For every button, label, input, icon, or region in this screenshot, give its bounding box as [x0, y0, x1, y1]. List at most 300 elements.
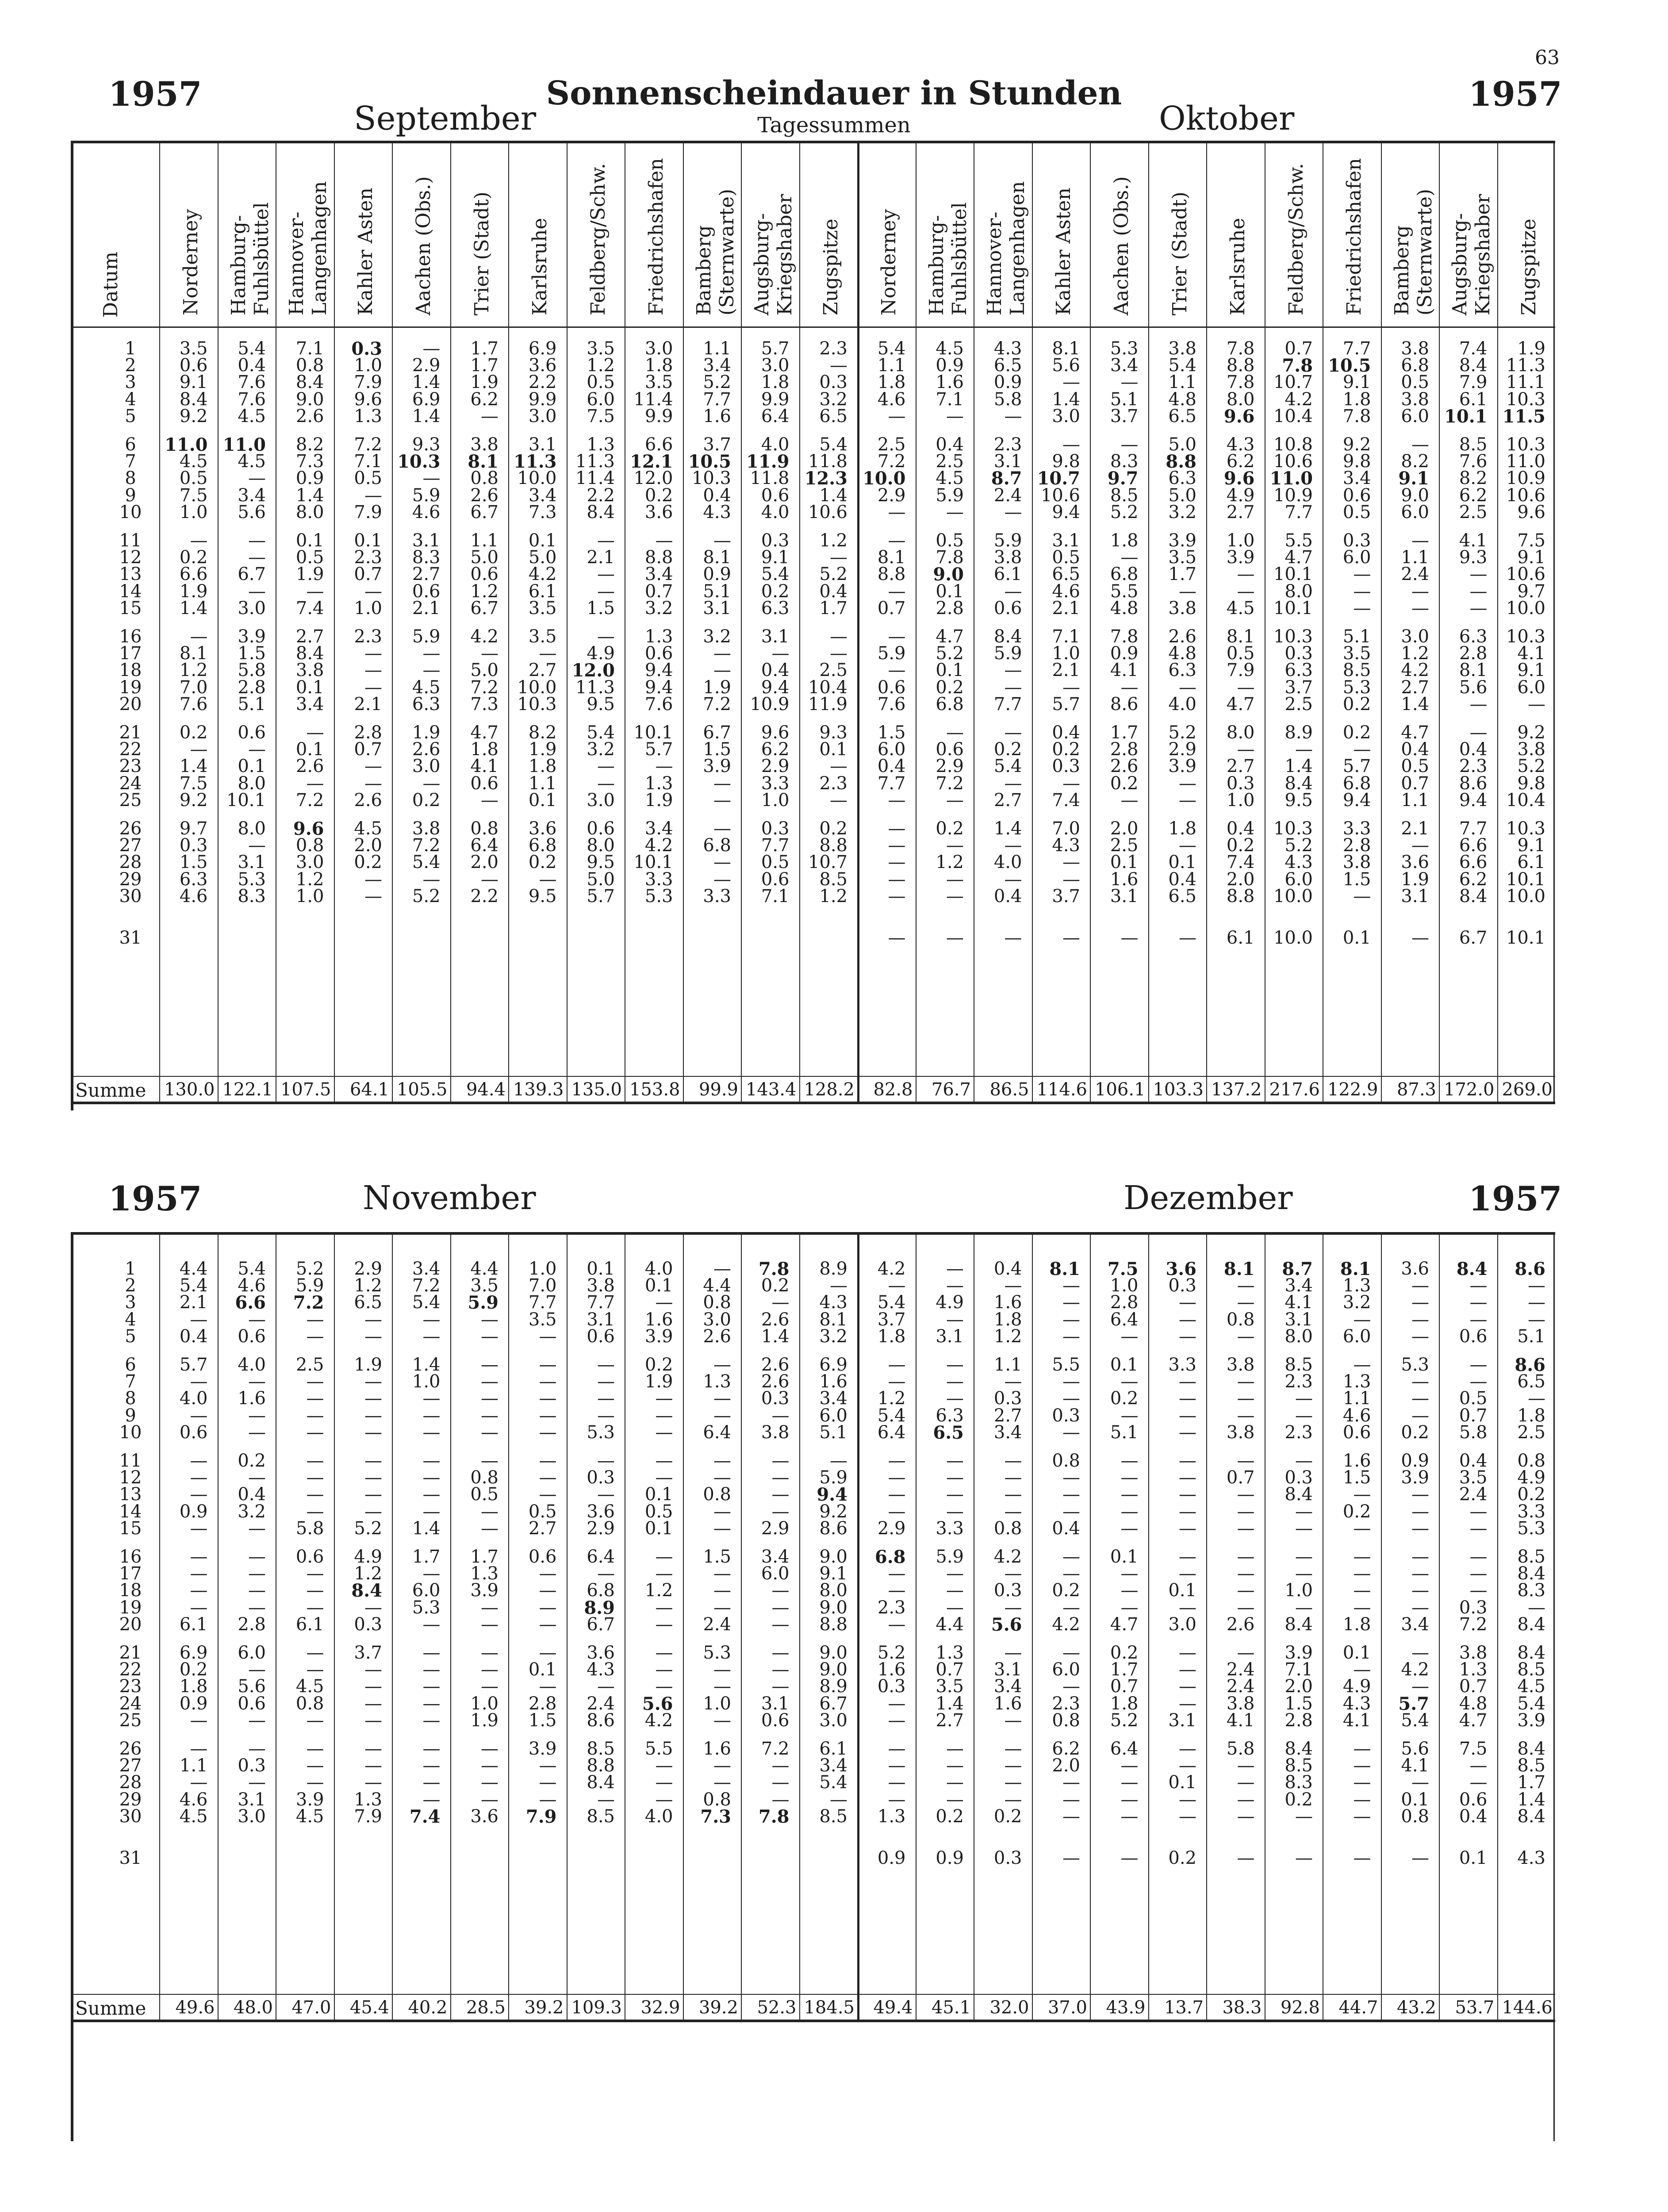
cell-top-22-13: 0.6: [936, 739, 964, 760]
cell-bottom-10-22: 5.8: [1459, 1422, 1488, 1443]
cell-bottom-24-10: 3.1: [761, 1693, 790, 1714]
day-label-top-10: 10: [119, 502, 142, 522]
cell-bottom-13-0: —: [190, 1484, 208, 1505]
cell-bottom-14-13: —: [946, 1501, 964, 1522]
cell-bottom-25-21: 5.4: [1401, 1710, 1429, 1731]
sum-top-20: 122.9: [1327, 1079, 1378, 1100]
cell-top-18-8: 9.4: [644, 660, 673, 681]
cell-bottom-30-3: 7.9: [354, 1806, 382, 1827]
cell-top-23-2: 2.6: [295, 756, 324, 777]
cell-top-10-1: 5.6: [238, 502, 266, 522]
cell-top-17-4: —: [422, 643, 441, 664]
cell-top-6-8: 6.6: [644, 434, 673, 455]
day-label-top-3: 3: [125, 372, 136, 393]
cell-top-28-1: 3.1: [238, 852, 266, 873]
cell-bottom-30-7: 8.5: [587, 1806, 615, 1827]
cell-top-11-10: 0.3: [761, 530, 790, 551]
cell-bottom-31-17: 0.2: [1168, 1848, 1196, 1868]
cell-top-20-13: 6.8: [936, 694, 964, 714]
cell-bottom-23-2: 4.5: [295, 1676, 324, 1697]
cell-top-18-3: —: [364, 660, 382, 681]
cell-bottom-4-0: —: [190, 1309, 208, 1330]
cell-bottom-21-21: —: [1411, 1643, 1429, 1663]
sum-bottom-14: 32.0: [989, 1997, 1029, 2018]
cell-bottom-31-21: —: [1411, 1848, 1429, 1868]
cell-bottom-10-3: —: [364, 1422, 382, 1443]
cell-bottom-1-4: 3.4: [412, 1259, 441, 1279]
cell-top-19-8: 9.4: [644, 677, 673, 698]
cell-top-12-6: 5.0: [528, 547, 557, 568]
cell-bottom-17-5: 1.3: [470, 1563, 498, 1584]
cell-top-7-7: 11.3: [575, 451, 615, 472]
table-top-rule-bottom: [71, 1232, 1555, 1235]
cell-top-26-13: 0.2: [936, 818, 964, 839]
cell-top-21-1: 0.6: [238, 722, 266, 743]
col-divider-top-5: [450, 141, 451, 1102]
cell-top-27-7: 8.0: [587, 835, 615, 856]
cell-bottom-19-8: —: [655, 1597, 673, 1618]
cell-bottom-6-4: 1.4: [412, 1355, 441, 1375]
cell-bottom-8-16: 0.2: [1110, 1388, 1139, 1409]
year-left-bottom: 1957: [108, 1179, 202, 1218]
cell-bottom-12-9: —: [713, 1467, 731, 1488]
cell-bottom-24-1: 0.6: [238, 1693, 266, 1714]
cell-bottom-9-3: —: [364, 1405, 382, 1426]
cell-top-28-17: 0.1: [1168, 852, 1196, 873]
col-divider-top-23: [1497, 141, 1498, 1102]
cell-bottom-30-4: 7.4: [409, 1806, 441, 1827]
sum-rule-bottom: [71, 1994, 1555, 1995]
cell-bottom-15-7: 2.9: [587, 1518, 615, 1539]
cell-bottom-21-13: 1.3: [936, 1643, 964, 1663]
cell-bottom-15-6: 2.7: [528, 1518, 557, 1539]
cell-top-4-23: 10.3: [1506, 389, 1545, 410]
cell-bottom-30-14: 0.2: [993, 1806, 1022, 1827]
cell-bottom-25-20: 4.1: [1342, 1710, 1371, 1731]
cell-top-21-14: —: [1004, 722, 1022, 743]
day-label-bottom-27: 27: [119, 1755, 142, 1776]
cell-bottom-8-7: —: [597, 1388, 615, 1409]
cell-top-9-12: 2.9: [877, 485, 906, 506]
cell-bottom-18-8: 1.2: [644, 1580, 673, 1601]
cell-bottom-7-17: —: [1179, 1371, 1196, 1392]
cell-bottom-6-1: 4.0: [238, 1355, 266, 1375]
cell-top-3-3: 7.9: [354, 372, 382, 393]
cell-top-25-7: 3.0: [587, 790, 615, 810]
cell-bottom-19-22: 0.3: [1459, 1597, 1488, 1618]
cell-top-13-5: 0.6: [470, 564, 498, 585]
cell-bottom-1-11: 8.9: [819, 1259, 847, 1279]
cell-top-5-21: 6.0: [1401, 406, 1429, 426]
cell-top-26-14: 1.4: [993, 818, 1022, 839]
cell-bottom-24-18: 3.8: [1226, 1693, 1255, 1714]
cell-bottom-2-19: 3.4: [1285, 1275, 1313, 1296]
cell-bottom-3-9: 0.8: [703, 1292, 731, 1313]
cell-top-23-8: —: [655, 756, 673, 777]
cell-top-15-4: 2.1: [412, 598, 441, 618]
cell-bottom-30-12: 1.3: [877, 1806, 906, 1827]
col-divider-bottom-18: [1206, 1232, 1207, 2020]
cell-bottom-26-1: —: [248, 1739, 266, 1759]
table-bottom-rule-bottom: [71, 2020, 1555, 2022]
cell-top-4-7: 6.0: [587, 389, 615, 410]
cell-bottom-28-19: 8.3: [1285, 1772, 1313, 1793]
cell-top-18-16: 4.1: [1110, 660, 1139, 681]
cell-top-15-1: 3.0: [238, 598, 266, 618]
cell-top-26-8: 3.4: [644, 818, 673, 839]
cell-bottom-5-9: 2.6: [703, 1326, 731, 1347]
cell-bottom-17-23: 8.4: [1517, 1563, 1545, 1584]
day-label-bottom-3: 3: [125, 1292, 136, 1313]
cell-top-30-23: 10.0: [1506, 886, 1545, 906]
day-label-top-29: 29: [119, 869, 142, 890]
cell-bottom-16-10: 3.4: [761, 1547, 790, 1567]
cell-bottom-17-7: —: [597, 1563, 615, 1584]
cell-bottom-19-14: —: [1004, 1597, 1022, 1618]
cell-bottom-11-21: 0.9: [1401, 1451, 1429, 1471]
cell-bottom-22-1: —: [248, 1659, 266, 1680]
cell-bottom-9-14: 2.7: [993, 1405, 1022, 1426]
cell-top-9-14: 2.4: [993, 485, 1022, 506]
cell-top-26-3: 4.5: [354, 818, 382, 839]
cell-bottom-17-19: —: [1295, 1563, 1313, 1584]
cell-bottom-20-13: 4.4: [936, 1614, 964, 1635]
day-label-top-28: 28: [119, 852, 142, 873]
cell-bottom-3-6: 7.7: [528, 1292, 557, 1313]
cell-top-12-15: 0.5: [1052, 547, 1080, 568]
cell-top-8-19: 11.0: [1269, 468, 1313, 489]
cell-top-27-18: 0.2: [1226, 835, 1255, 856]
cell-bottom-8-15: —: [1062, 1388, 1080, 1409]
cell-top-21-21: 4.7: [1401, 722, 1429, 743]
cell-top-21-7: 5.4: [587, 722, 615, 743]
cell-top-2-23: 11.3: [1506, 355, 1545, 376]
cell-top-31-14: —: [1004, 928, 1022, 948]
cell-top-17-17: 4.8: [1168, 643, 1196, 664]
cell-top-5-16: 3.7: [1110, 406, 1139, 426]
cell-bottom-8-1: 1.6: [238, 1388, 266, 1409]
cell-bottom-10-4: —: [422, 1422, 441, 1443]
cell-bottom-22-22: 1.3: [1459, 1659, 1488, 1680]
cell-bottom-9-11: 6.0: [819, 1405, 847, 1426]
cell-bottom-22-7: 4.3: [587, 1659, 615, 1680]
cell-top-6-19: 10.8: [1273, 434, 1313, 455]
cell-bottom-16-21: —: [1411, 1547, 1429, 1567]
cell-bottom-1-10: 7.8: [758, 1259, 790, 1279]
cell-top-24-14: —: [1004, 773, 1022, 794]
cell-bottom-1-6: 1.0: [528, 1259, 557, 1279]
cell-bottom-6-17: 3.3: [1168, 1355, 1196, 1375]
cell-top-10-17: 3.2: [1168, 502, 1196, 522]
cell-bottom-14-21: —: [1411, 1501, 1429, 1522]
cell-bottom-19-20: —: [1353, 1597, 1371, 1618]
cell-bottom-14-23: 3.3: [1517, 1501, 1545, 1522]
cell-bottom-2-15: —: [1062, 1275, 1080, 1296]
cell-bottom-13-5: 0.5: [470, 1484, 498, 1505]
cell-top-15-2: 7.4: [295, 598, 324, 618]
day-label-top-1: 1: [125, 338, 136, 359]
sum-bottom-10: 52.3: [757, 1997, 797, 2018]
cell-bottom-14-18: —: [1237, 1501, 1255, 1522]
cell-bottom-30-15: —: [1062, 1806, 1080, 1827]
cell-bottom-29-10: —: [771, 1789, 790, 1810]
cell-bottom-7-0: —: [190, 1371, 208, 1392]
cell-top-3-16: —: [1120, 372, 1139, 393]
cell-top-21-12: 1.5: [877, 722, 906, 743]
cell-bottom-7-9: 1.3: [703, 1371, 731, 1392]
cell-top-28-13: 1.2: [936, 852, 964, 873]
cell-top-6-5: 3.8: [470, 434, 498, 455]
cell-bottom-22-11: 9.0: [819, 1659, 847, 1680]
station-header-7: Feldberg/Schw.: [587, 163, 610, 315]
cell-top-29-11: 8.5: [819, 869, 847, 890]
cell-top-26-12: —: [888, 818, 906, 839]
cell-bottom-29-21: 0.1: [1401, 1789, 1429, 1810]
col-divider-bottom-21: [1381, 1232, 1382, 2020]
cell-bottom-29-16: —: [1120, 1789, 1139, 1810]
cell-bottom-23-3: —: [364, 1676, 382, 1697]
cell-top-15-7: 1.5: [587, 598, 615, 618]
cell-bottom-19-16: —: [1120, 1597, 1139, 1618]
cell-bottom-16-4: 1.7: [412, 1547, 441, 1567]
cell-top-8-8: 12.0: [633, 468, 673, 489]
col-divider-top-10: [741, 141, 742, 1102]
year-right-bottom: 1957: [1469, 1179, 1562, 1218]
cell-bottom-12-20: 1.5: [1342, 1467, 1371, 1488]
cell-top-9-13: 5.9: [936, 485, 964, 506]
cell-bottom-26-5: —: [481, 1739, 498, 1759]
cell-top-20-8: 7.6: [644, 694, 673, 714]
cell-top-17-9: —: [713, 643, 731, 664]
cell-top-10-15: 9.4: [1052, 502, 1080, 522]
cell-bottom-24-20: 4.3: [1342, 1693, 1371, 1714]
col-divider-top-21: [1381, 141, 1382, 1102]
cell-top-2-9: 3.4: [703, 355, 731, 376]
cell-bottom-19-9: —: [713, 1597, 731, 1618]
cell-bottom-7-10: 2.6: [761, 1371, 790, 1392]
cell-top-6-7: 1.3: [587, 434, 615, 455]
cell-top-3-23: 11.1: [1506, 372, 1545, 393]
cell-top-29-2: 1.2: [295, 869, 324, 890]
cell-top-21-8: 10.1: [633, 722, 673, 743]
cell-bottom-7-19: 2.3: [1285, 1371, 1313, 1392]
cell-bottom-21-2: —: [306, 1643, 324, 1663]
cell-top-29-5: —: [481, 869, 498, 890]
cell-top-12-0: 0.2: [179, 547, 208, 568]
cell-bottom-11-8: —: [655, 1451, 673, 1471]
cell-bottom-10-8: —: [655, 1422, 673, 1443]
cell-bottom-4-6: 3.5: [528, 1309, 557, 1330]
cell-top-15-0: 1.4: [179, 598, 208, 618]
cell-bottom-29-4: —: [422, 1789, 441, 1810]
cell-bottom-23-6: —: [539, 1676, 557, 1697]
cell-top-20-10: 10.9: [750, 694, 790, 714]
cell-bottom-5-19: 8.0: [1285, 1326, 1313, 1347]
cell-bottom-7-3: —: [364, 1371, 382, 1392]
cell-bottom-6-11: 6.9: [819, 1355, 847, 1375]
cell-top-30-22: 8.4: [1459, 886, 1488, 906]
cell-top-25-17: —: [1179, 790, 1196, 810]
cell-top-22-2: 0.1: [295, 739, 324, 760]
cell-bottom-28-4: —: [422, 1772, 441, 1793]
cell-bottom-4-4: —: [422, 1309, 441, 1330]
cell-bottom-21-10: —: [771, 1643, 790, 1663]
cell-bottom-7-6: —: [539, 1371, 557, 1392]
cell-top-16-22: 6.3: [1459, 626, 1488, 647]
station-header-1: Hamburg- Fuhlsbüttel: [227, 202, 273, 315]
cell-bottom-10-23: 2.5: [1517, 1422, 1545, 1443]
cell-bottom-19-10: —: [771, 1597, 790, 1618]
day-label-top-11: 11: [119, 530, 142, 551]
sum-top-8: 153.8: [629, 1079, 680, 1100]
cell-bottom-15-4: 1.4: [412, 1518, 441, 1539]
cell-top-5-23: 11.5: [1502, 406, 1545, 427]
cell-top-27-19: 5.2: [1285, 835, 1313, 856]
cell-bottom-21-20: 0.1: [1342, 1643, 1371, 1663]
cell-bottom-19-19: —: [1295, 1597, 1313, 1618]
cell-bottom-27-1: 0.3: [238, 1755, 266, 1776]
station-header-20: Friedrichshafen: [1343, 158, 1365, 315]
cell-top-7-6: 11.3: [514, 451, 557, 472]
cell-top-30-8: 5.3: [644, 886, 673, 906]
cell-bottom-13-8: 0.1: [644, 1484, 673, 1505]
cell-bottom-2-13: —: [946, 1275, 964, 1296]
cell-bottom-24-23: 5.4: [1517, 1693, 1545, 1714]
cell-top-6-3: 7.2: [354, 434, 382, 455]
cell-top-19-14: —: [1004, 677, 1022, 698]
cell-bottom-9-18: —: [1237, 1405, 1255, 1426]
cell-top-2-6: 3.6: [528, 355, 557, 376]
day-label-bottom-17: 17: [119, 1563, 142, 1584]
cell-bottom-10-9: 6.4: [703, 1422, 731, 1443]
cell-bottom-3-11: 4.3: [819, 1292, 847, 1313]
cell-top-14-3: —: [364, 581, 382, 602]
cell-top-5-6: 3.0: [528, 406, 557, 426]
cell-top-19-13: 0.2: [936, 677, 964, 698]
cell-bottom-23-21: —: [1411, 1676, 1429, 1697]
cell-bottom-23-22: 0.7: [1459, 1676, 1488, 1697]
cell-top-9-22: 6.2: [1459, 485, 1488, 506]
cell-bottom-24-22: 4.8: [1459, 1693, 1488, 1714]
cell-bottom-1-7: 0.1: [587, 1259, 615, 1279]
cell-top-16-8: 1.3: [644, 626, 673, 647]
cell-top-18-7: 12.0: [571, 660, 615, 681]
cell-bottom-11-10: —: [771, 1451, 790, 1471]
cell-top-16-12: —: [888, 626, 906, 647]
cell-bottom-29-3: 1.3: [354, 1789, 382, 1810]
day-col-border-bottom: [159, 1232, 160, 2020]
cell-top-5-20: 7.8: [1342, 406, 1371, 426]
cell-bottom-3-20: 3.2: [1342, 1292, 1371, 1313]
cell-top-2-2: 0.8: [295, 355, 324, 376]
cell-top-26-11: 0.2: [819, 818, 847, 839]
cell-top-7-10: 11.9: [746, 451, 790, 472]
cell-top-21-13: —: [946, 722, 964, 743]
cell-top-8-7: 11.4: [575, 468, 615, 489]
day-label-bottom-30: 30: [119, 1806, 142, 1827]
cell-top-12-20: 6.0: [1342, 547, 1371, 568]
cell-bottom-9-15: 0.3: [1052, 1405, 1080, 1426]
cell-top-11-4: 3.1: [412, 530, 441, 551]
cell-top-6-22: 8.5: [1459, 434, 1488, 455]
cell-bottom-15-23: 5.3: [1517, 1518, 1545, 1539]
cell-bottom-6-15: 5.5: [1052, 1355, 1080, 1375]
cell-bottom-7-8: 1.9: [644, 1371, 673, 1392]
cell-top-1-22: 7.4: [1459, 338, 1488, 359]
cell-top-6-1: 11.0: [222, 434, 266, 455]
cell-bottom-28-20: —: [1353, 1772, 1371, 1793]
cell-bottom-10-12: 6.4: [877, 1422, 906, 1443]
sum-top-23: 269.0: [1502, 1079, 1553, 1100]
cell-bottom-30-0: 4.5: [179, 1806, 208, 1827]
cell-bottom-9-22: 0.7: [1459, 1405, 1488, 1426]
cell-bottom-5-2: —: [306, 1326, 324, 1347]
cell-top-17-18: 0.5: [1226, 643, 1255, 664]
sum-bottom-15: 37.0: [1047, 1997, 1087, 2018]
cell-bottom-23-16: 0.7: [1110, 1676, 1139, 1697]
cell-top-30-10: 7.1: [761, 886, 790, 906]
cell-top-24-8: 1.3: [644, 773, 673, 794]
cell-top-4-16: 5.1: [1110, 389, 1139, 410]
cell-top-9-18: 4.9: [1226, 485, 1255, 506]
cell-bottom-3-13: 4.9: [936, 1292, 964, 1313]
cell-bottom-2-8: 0.1: [644, 1275, 673, 1296]
cell-bottom-3-22: —: [1469, 1292, 1488, 1313]
cell-bottom-28-16: —: [1120, 1772, 1139, 1793]
cell-bottom-16-14: 4.2: [993, 1547, 1022, 1567]
cell-top-9-8: 0.2: [644, 485, 673, 506]
cell-top-3-10: 1.8: [761, 372, 790, 393]
cell-bottom-4-16: 6.4: [1110, 1309, 1139, 1330]
cell-bottom-27-9: —: [713, 1755, 731, 1776]
cell-bottom-18-6: —: [539, 1580, 557, 1601]
cell-top-1-19: 0.7: [1285, 338, 1313, 359]
cell-bottom-26-6: 3.9: [528, 1739, 557, 1759]
cell-bottom-23-12: 0.3: [877, 1676, 906, 1697]
cell-top-21-22: —: [1469, 722, 1488, 743]
cell-top-2-17: 5.4: [1168, 355, 1196, 376]
cell-top-11-17: 3.9: [1168, 530, 1196, 551]
cell-top-8-23: 10.9: [1506, 468, 1545, 489]
cell-top-28-18: 7.4: [1226, 852, 1255, 873]
sum-top-15: 114.6: [1036, 1079, 1087, 1100]
cell-top-16-9: 3.2: [703, 626, 731, 647]
cell-bottom-14-20: 0.2: [1342, 1501, 1371, 1522]
cell-top-23-7: —: [597, 756, 615, 777]
cell-bottom-7-11: 1.6: [819, 1371, 847, 1392]
cell-top-7-3: 7.1: [354, 451, 382, 472]
cell-bottom-29-9: 0.8: [703, 1789, 731, 1810]
cell-bottom-16-23: 8.5: [1517, 1547, 1545, 1567]
cell-bottom-2-6: 7.0: [528, 1275, 557, 1296]
cell-bottom-23-19: 2.0: [1285, 1676, 1313, 1697]
cell-bottom-8-12: 1.2: [877, 1388, 906, 1409]
cell-bottom-20-23: 8.4: [1517, 1614, 1545, 1635]
cell-top-31-15: —: [1062, 928, 1080, 948]
cell-top-12-5: 5.0: [470, 547, 498, 568]
cell-bottom-30-6: 7.9: [525, 1806, 557, 1827]
cell-bottom-4-5: —: [481, 1309, 498, 1330]
row-header-label: Datum: [100, 251, 122, 318]
cell-bottom-4-9: 3.0: [703, 1309, 731, 1330]
cell-top-22-0: —: [190, 739, 208, 760]
col-divider-top-18: [1206, 141, 1207, 1102]
cell-bottom-31-19: —: [1295, 1848, 1313, 1868]
cell-bottom-22-23: 8.5: [1517, 1659, 1545, 1680]
cell-top-8-11: 12.3: [804, 468, 847, 489]
cell-top-12-11: —: [830, 547, 847, 568]
day-label-bottom-16: 16: [119, 1547, 142, 1567]
